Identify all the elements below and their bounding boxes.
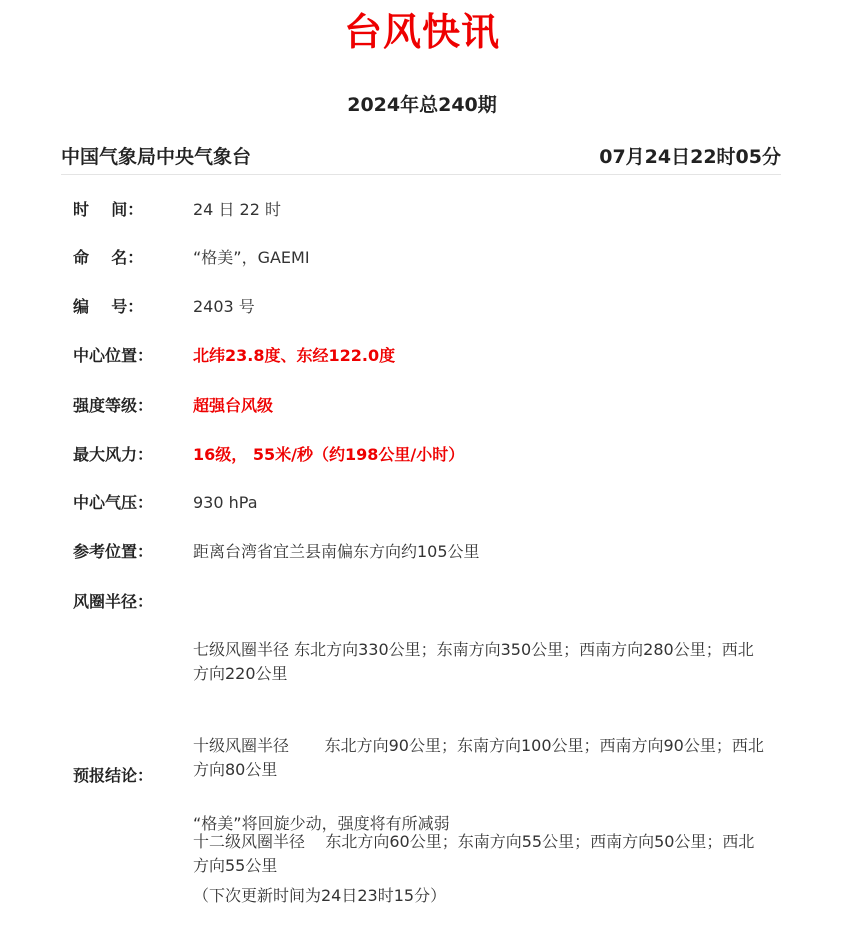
issue-datetime: 07月24日22时05分 xyxy=(599,146,781,168)
name-label: 命 名： xyxy=(73,248,144,267)
number-value: 2403 号 xyxy=(193,297,255,316)
forecast-conclusion-value xyxy=(193,764,773,932)
center-position-label: 中心位置： xyxy=(73,346,154,365)
wind-radius-12-level: 十二级风圈半径 东北方向60公里；东南方向55公里；西南方向50公里；西北方向55公里 xyxy=(193,832,755,875)
time-value: 24 日 22 时 xyxy=(193,200,281,219)
time-label: 时 间： xyxy=(73,200,144,219)
issuing-agency: 中国气象局中央气象台 xyxy=(61,146,252,168)
forecast-conclusion-text: “格美”将回旋少动，强度将有所减弱 xyxy=(193,814,450,833)
source-row xyxy=(61,144,781,175)
intensity-value: 超强台风级 xyxy=(193,396,274,415)
max-wind-label: 最大风力： xyxy=(73,445,154,464)
wind-radius-10-level: 十级风圈半径 东北方向90公里；东南方向100公里；西南方向90公里；西北方向80公里 xyxy=(193,736,764,779)
next-update-note: （下次更新时间为24日23时15分） xyxy=(193,886,447,905)
intensity-label: 强度等级： xyxy=(73,396,154,415)
central-pressure-label: 中心气压： xyxy=(73,493,154,512)
max-wind-value: 16级， 55米/秒（约198公里/小时） xyxy=(193,445,465,464)
number-label: 编 号： xyxy=(73,297,144,316)
name-value: “格美”，GAEMI xyxy=(193,248,310,267)
central-pressure-value: 930 hPa xyxy=(193,493,258,512)
reference-position-label: 参考位置： xyxy=(73,542,154,561)
reference-position-value: 距离台湾省宜兰县南偏东方向约105公里 xyxy=(193,542,480,561)
wind-radius-label: 风圈半径： xyxy=(73,592,154,611)
bulletin-title: 台风快讯 xyxy=(343,10,500,54)
issue-number: 2024年总240期 xyxy=(347,94,497,116)
wind-radius-7-level: 七级风圈半径 东北方向330公里；东南方向350公里；西南方向280公里；西北方向220公里 xyxy=(193,640,754,683)
center-position-value: 北纬23.8度、东经122.0度 xyxy=(193,346,396,365)
forecast-conclusion-label: 预报结论： xyxy=(73,766,154,785)
